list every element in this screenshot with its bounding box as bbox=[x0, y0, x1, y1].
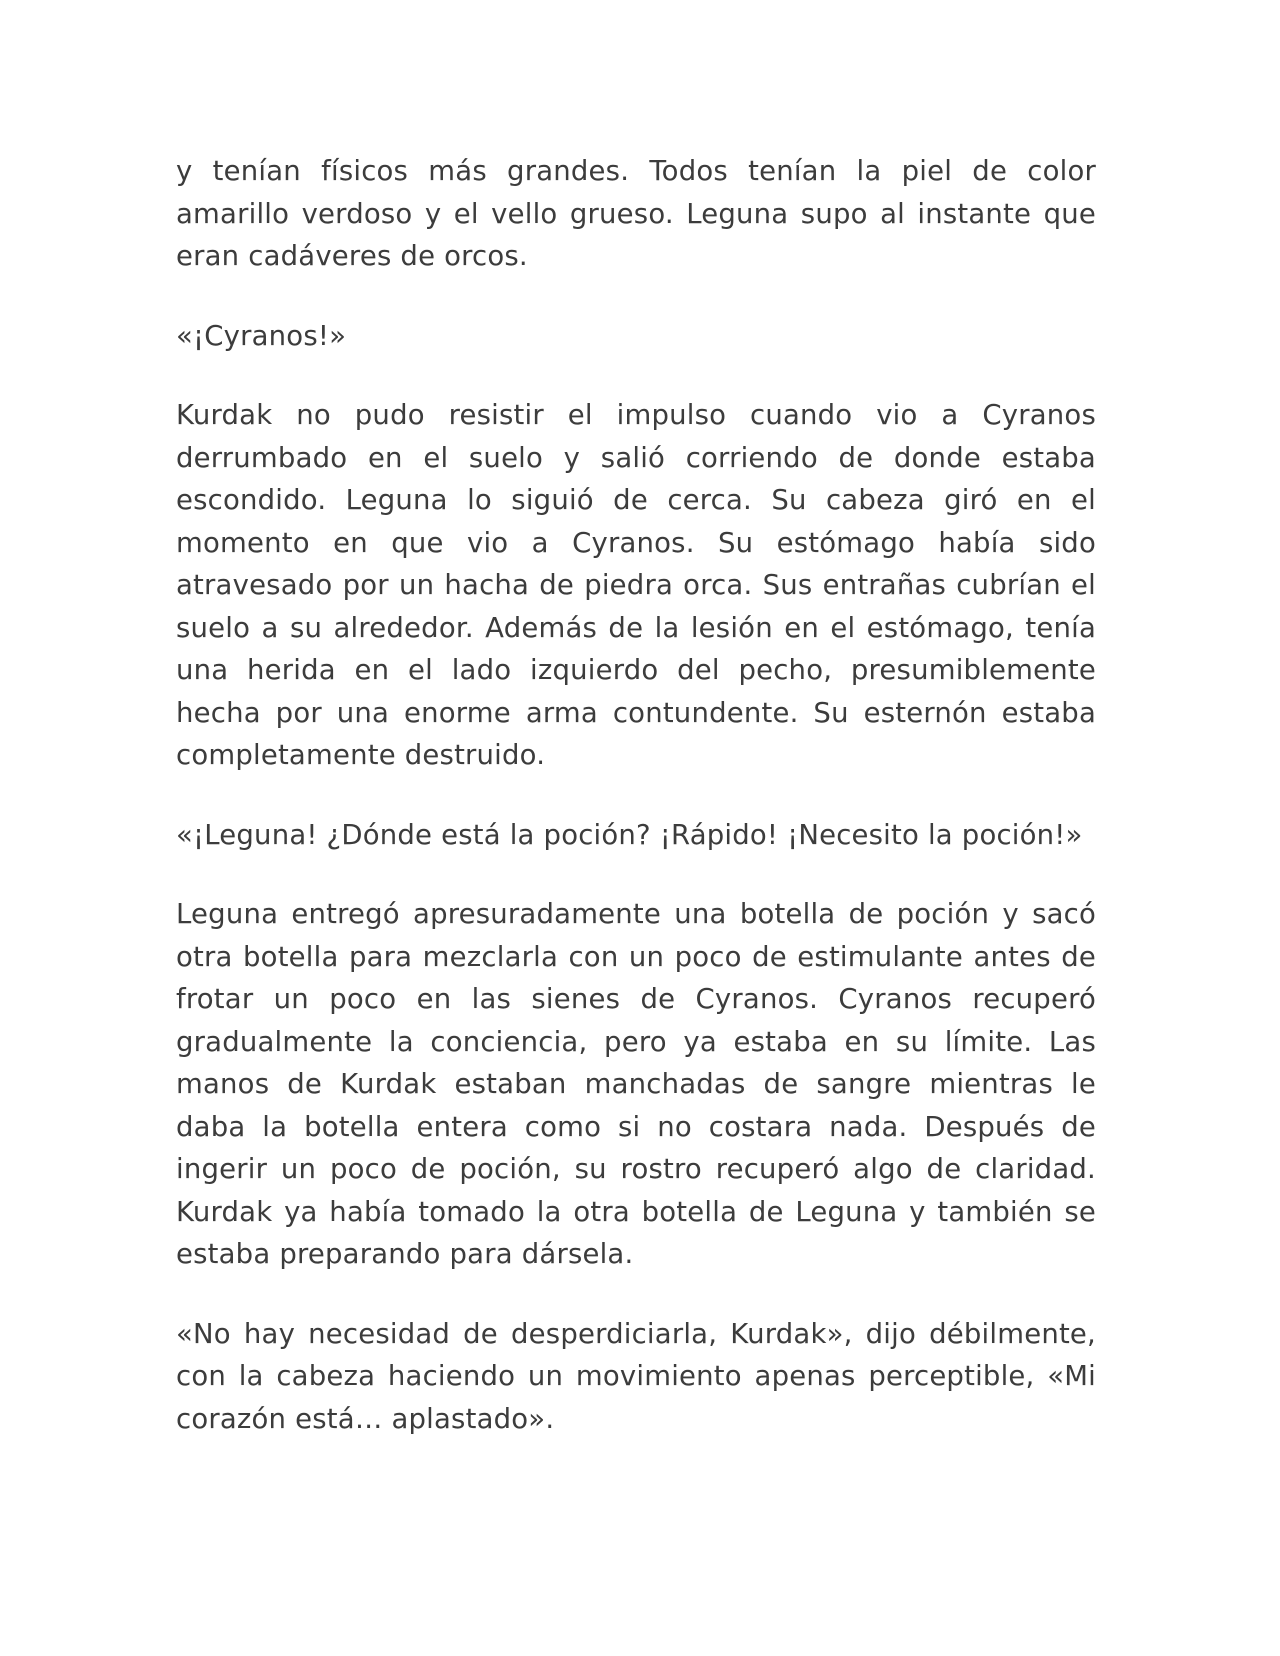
document-page bbox=[176, 150, 1096, 1477]
paragraph-6: «No hay necesidad de desperdiciarla, Kurdak», dijo débilmente, con la cabeza haciendo un movimiento apenas perceptible, «Mi corazón está… aplastado». bbox=[176, 1317, 1096, 1435]
paragraph-3: Kurdak no pudo resistir el impulso cuando vio a Cyranos derrumbado en el suelo y salió corriendo de donde estaba escondido. Leguna lo siguió de cerca. Su cabeza giró en el momento en que vio a Cyranos. Su estómago había sido atravesado por un hacha de piedra orca. Sus entrañas cubrían el suelo a su alrededor. Además de la lesión en el estómago, tenía una herida en el lado izquierdo del pecho, presumiblemente hecha por una enorme arma contundente. Su esternón estaba completamente destruido. bbox=[176, 399, 1096, 771]
paragraph-5: Leguna entregó apresuradamente una botella de poción y sacó otra botella para mezclarla con un poco de estimulante antes de frotar un poco en las sienes de Cyranos. Cyranos recuperó gradualmente la conciencia, pero ya estaba en su límite. Las manos de Kurdak estaban manchadas de sangre mientras le daba la botella entera como si no costara nada. Después de ingerir un poco de poción, su rostro recuperó algo de claridad. Kurdak ya había tomado la otra botella de Leguna y también se estaba preparando para dársela. bbox=[176, 898, 1096, 1270]
paragraph-2: «¡Cyranos!» bbox=[176, 319, 347, 352]
paragraph-4: «¡Leguna! ¿Dónde está la poción? ¡Rápido! ¡Necesito la poción!» bbox=[176, 818, 1083, 851]
paragraph-1: y tenían físicos más grandes. Todos tenían la piel de color amarillo verdoso y el vello grueso. Leguna supo al instante que eran cadáveres de orcos. bbox=[176, 155, 1096, 272]
